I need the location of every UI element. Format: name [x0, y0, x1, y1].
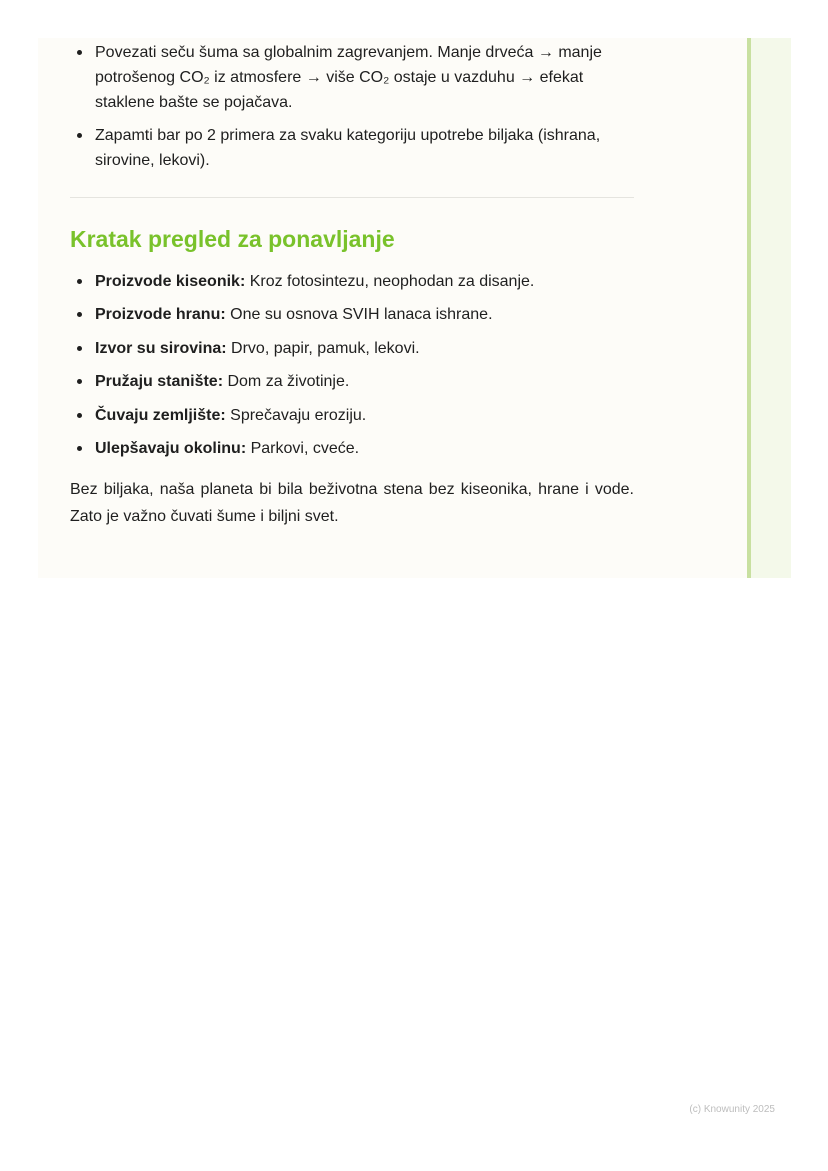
tips-list	[70, 40, 634, 173]
summary-list	[70, 269, 634, 461]
section-heading: Kratak pregled za ponavljanje	[70, 226, 395, 252]
copyright-footer: (c) Knowunity 2025	[689, 1104, 775, 1115]
list-item	[70, 302, 634, 327]
list-item-text: Zapamti bar po 2 primera za svaku kategoriju upotrebe biljaka (ishrana, sirovine, lekovi).	[95, 127, 601, 169]
item-text: One su osnova SVIH lanaca ishrane.	[225, 306, 493, 324]
list-item	[70, 123, 634, 173]
list-item	[70, 369, 634, 394]
item-term: Izvor su sirovina:	[95, 339, 227, 357]
section-divider	[70, 197, 634, 198]
item-text: Kroz fotosintezu, neophodan za disanje.	[245, 273, 535, 290]
item-term: Pružaju stanište:	[95, 373, 224, 391]
item-text: Sprečavaju eroziju.	[225, 406, 367, 424]
list-item	[70, 40, 634, 115]
list-item-text: Povezati seču šuma sa globalnim zagrevanjem. Manje drveća → manje potrošenog CO₂ iz atmosfere → više CO₂ ostaje u vazduhu → efekat staklene bašte se pojačava.	[95, 44, 602, 111]
list-item	[70, 403, 634, 428]
item-text: Parkovi, cveće.	[246, 439, 360, 457]
item-term: Proizvode kiseonik:	[95, 273, 246, 290]
closing-paragraph: Bez biljaka, naša planeta bi bila beživotna stena bez kiseonika, hrane i vode. Zato je važno čuvati šume i biljni svet.	[70, 480, 634, 525]
list-item	[70, 436, 634, 461]
list-item	[70, 269, 634, 294]
list-item	[70, 336, 634, 361]
item-term: Čuvaju zemljište:	[95, 406, 226, 424]
content-area	[70, 38, 634, 546]
item-text: Drvo, papir, pamuk, lekovi.	[226, 339, 420, 357]
item-term: Proizvode hranu:	[95, 306, 226, 324]
side-panel	[751, 38, 791, 578]
item-text: Dom za životinje.	[223, 373, 350, 391]
item-term: Ulepšavaju okolinu:	[95, 439, 247, 457]
